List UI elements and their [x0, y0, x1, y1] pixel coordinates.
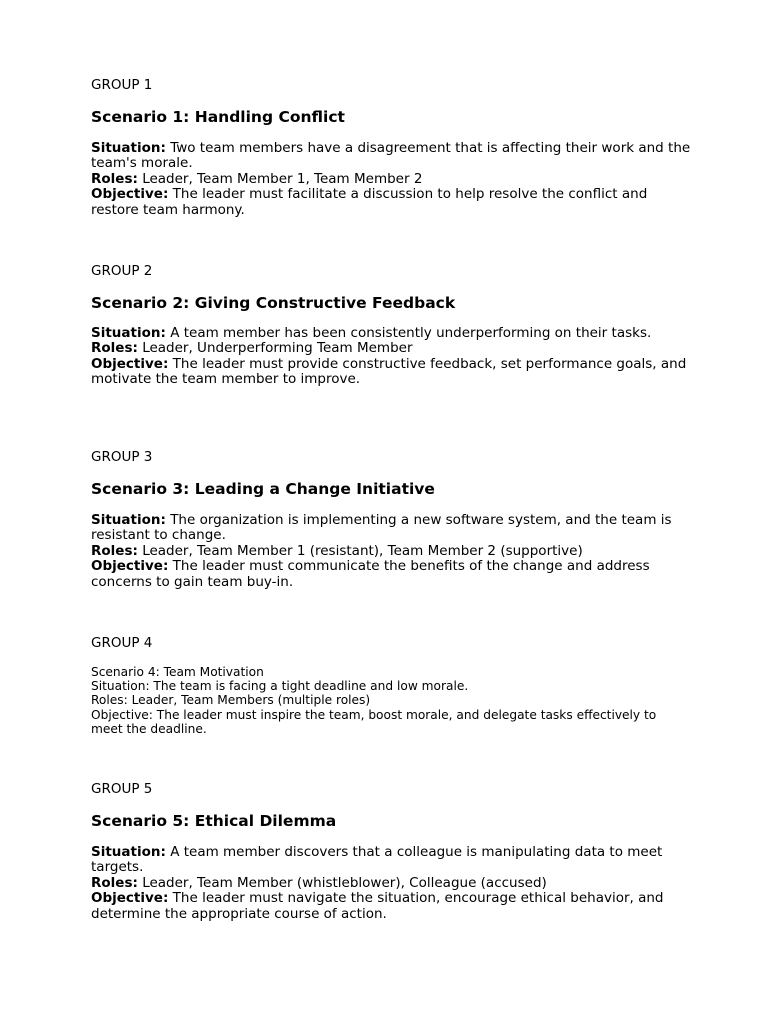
situation-text: A team member discovers that a colleague is manipulating data to meet targets. [91, 844, 663, 876]
objective-label: Objective: [91, 890, 169, 907]
roles-label: Roles: [91, 874, 138, 891]
objective-label: Objective: [91, 355, 169, 372]
situation-label: Situation: [91, 140, 166, 156]
situation-label: Situation: [91, 512, 166, 528]
group-2-label: GROUP 2 [91, 263, 153, 279]
scenario-1-situation [91, 141, 691, 172]
objective-text: The leader must facilitate a discussion to help resolve the conflict and restore team harmony. [91, 186, 648, 218]
scenario-5-objective [91, 891, 691, 922]
scenario-5-title: Scenario 5: Ethical Dilemma [91, 812, 337, 830]
scenario-3-objective [91, 559, 691, 590]
situation-label: Situation: [91, 844, 166, 860]
roles-label: Roles: [91, 542, 138, 559]
scenario-4-title: Scenario 4: Team Motivation [91, 665, 264, 679]
scenario-4-objective: Objective: The leader must inspire the team, boost morale, and delegate tasks effectively to meet the deadline. [91, 707, 657, 736]
scenario-3-title: Scenario 3: Leading a Change Initiative [91, 480, 435, 498]
group-4-label: GROUP 4 [91, 635, 153, 651]
scenario-1-roles [91, 172, 691, 187]
situation-text: The organization is implementing a new software system, and the team is resistant to change. [91, 512, 672, 544]
scenario-4-body [91, 665, 691, 736]
situation-text: Two team members have a disagreement that is affecting their work and the team's morale. [91, 140, 691, 172]
situation-text: A team member has been consistently underperforming on their tasks. [170, 325, 652, 341]
objective-text: The leader must navigate the situation, encourage ethical behavior, and determine the appropriate course of action. [91, 890, 664, 922]
objective-text: The leader must provide constructive feedback, set performance goals, and motivate the team member to improve. [91, 355, 687, 388]
scenario-4-situation: Situation: The team is facing a tight deadline and low morale. [91, 679, 469, 694]
scenario-4-roles: Roles: Leader, Team Members (multiple roles) [91, 693, 371, 708]
roles-text: Leader, Team Member 1, Team Member 2 [142, 170, 423, 187]
scenario-3-situation [91, 513, 691, 544]
scenario-2-body [91, 326, 691, 388]
scenario-3-roles [91, 544, 691, 559]
scenario-1-body [91, 141, 691, 218]
objective-label: Objective: [91, 186, 169, 203]
roles-text: Leader, Team Member 1 (resistant), Team Member 2 (supportive) [142, 542, 583, 559]
group-1-label: GROUP 1 [91, 77, 153, 93]
scenario-2-situation [91, 326, 691, 341]
scenario-5-body [91, 845, 691, 922]
scenario-1-title: Scenario 1: Handling Conflict [91, 108, 345, 126]
objective-label: Objective: [91, 558, 169, 575]
scenario-2-objective [91, 357, 691, 388]
scenario-5-roles [91, 876, 691, 891]
scenario-2-roles [91, 341, 691, 356]
situation-label: Situation: [91, 325, 166, 341]
group-5-label: GROUP 5 [91, 781, 153, 797]
roles-label: Roles: [91, 340, 138, 357]
scenario-5-situation [91, 845, 691, 876]
scenario-3-body [91, 513, 691, 590]
roles-text: Leader, Underperforming Team Member [142, 340, 413, 357]
roles-label: Roles: [91, 170, 138, 187]
scenario-1-objective [91, 187, 691, 218]
objective-text: The leader must communicate the benefits of the change and address concerns to gain team buy-in. [91, 558, 650, 590]
scenario-2-title: Scenario 2: Giving Constructive Feedback [91, 294, 456, 312]
group-3-label: GROUP 3 [91, 449, 153, 465]
roles-text: Leader, Team Member (whistleblower), Colleague (accused) [142, 874, 547, 891]
